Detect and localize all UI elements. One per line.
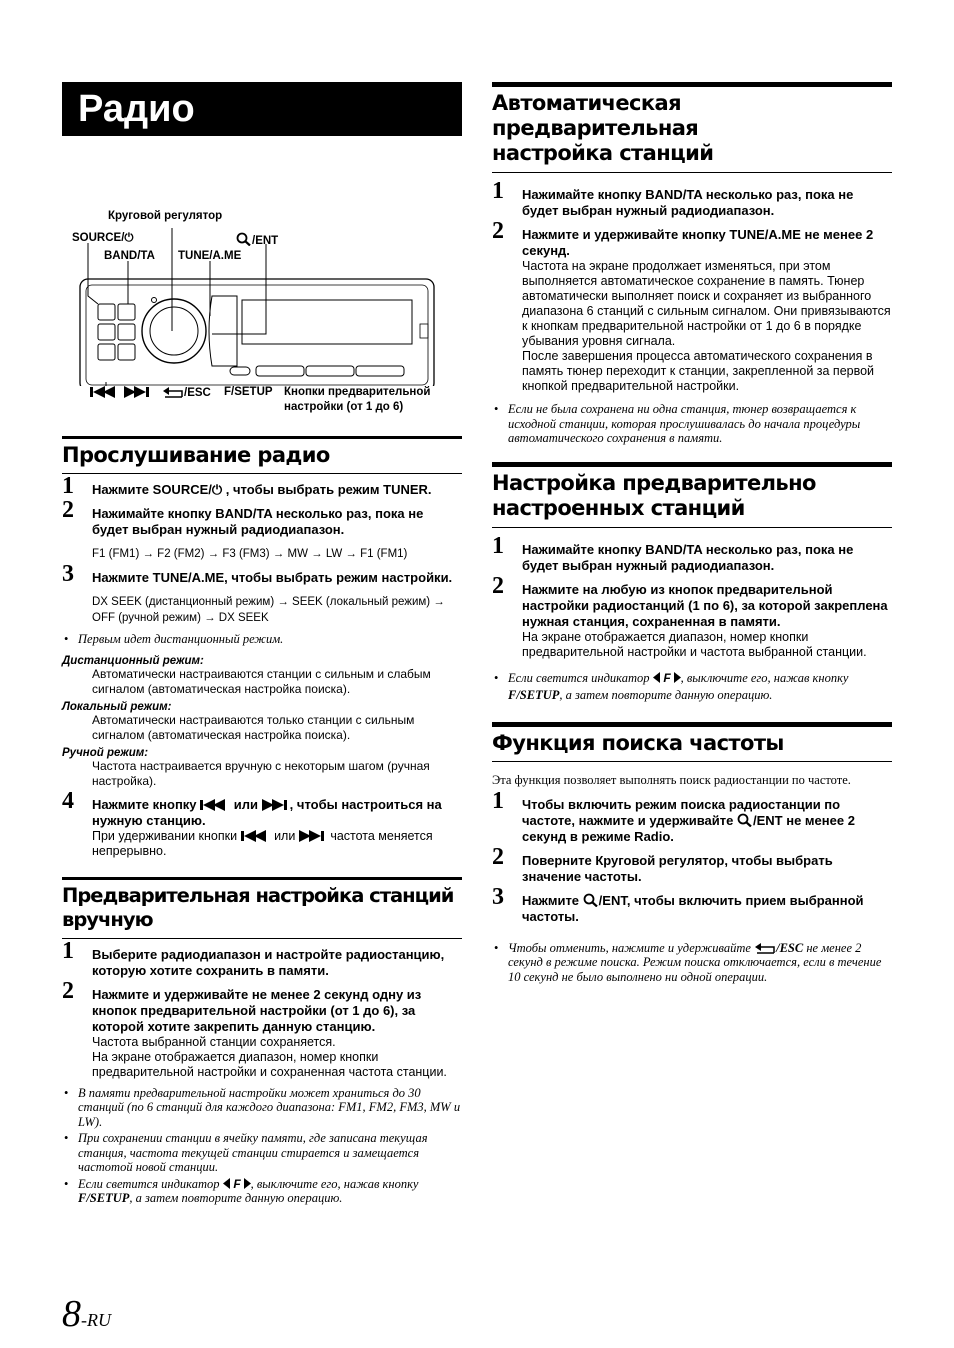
step-number: 1: [492, 532, 504, 559]
section-heading-search: Функция поиска частоты: [492, 722, 892, 762]
faceplate-outline: [80, 279, 434, 386]
mode-heading-dx: Дистанционный режим:: [62, 654, 204, 667]
step-number: 2: [492, 572, 504, 599]
note-bold: F/SETUP: [508, 687, 560, 702]
step-number: 1: [62, 937, 74, 964]
preset-step-1: [492, 532, 892, 574]
heading-line: настройка станций: [492, 141, 714, 165]
display-side: [209, 296, 237, 366]
note: • При сохранении станции в ячейку памяти, где записана текущая станция, частота текущей станции стирается и замещается частотой новой станции.: [64, 1131, 428, 1174]
step-para: При удерживании кнопки: [92, 828, 238, 843]
label-esc: [162, 386, 211, 399]
label-preset-1: Кнопки предварительной: [284, 386, 431, 398]
manual-step-1: [62, 937, 462, 979]
section-heading-listen: Прослушивание радио: [62, 436, 462, 474]
auto-step-1: [492, 178, 892, 219]
listen-step-1: [62, 473, 462, 499]
step-text: Нажмите и удерживайте кнопку TUNE/A.ME не менее 2 секунд.: [522, 227, 874, 258]
step-text: Нажмите кнопку: [92, 796, 197, 812]
preset-1-2: [256, 366, 304, 376]
back-arrow-icon: [754, 942, 776, 954]
btn-b: [118, 324, 135, 340]
step-number: 2: [492, 843, 504, 870]
step-text-or: или: [233, 796, 259, 812]
search-step-2: [492, 843, 892, 885]
step-para-end: частота меняется непрерывно.: [92, 828, 433, 858]
note-text: не менее 2 секунд в режиме поиска. Режим поиска отключается, если в течение 10 секунд не было выполнено ни одной операции.: [508, 940, 882, 984]
step-para: На экране отображается диапазон, номер кнопки предварительной настройки и сохраненная частота станции.: [92, 1049, 447, 1079]
mode-text-manual: Частота настраивается вручную с некоторым шагом (ручная настройка).: [92, 758, 430, 788]
mode-sequence: DX SEEK (дистанционный режим) → SEEK (локальный режим) → OFF (ручной режим) → DX SEEK: [92, 596, 445, 624]
step-number: 1: [492, 178, 504, 204]
listen-step-2: [62, 497, 462, 538]
next-icon: [124, 386, 154, 401]
section-heading-preset: [492, 462, 892, 528]
search-step-3: [492, 883, 892, 925]
head-unit-diagram: [62, 136, 462, 386]
next-icon: [299, 830, 327, 842]
note: • В памяти предварительной настройки может храниться до 30 станций (по 6 станций для каждого диапазона: FM1, FM2, FM3, MW и LW).: [64, 1085, 461, 1129]
release-slot: [420, 324, 428, 338]
step-para: После завершения процесса автоматического сохранения в память тюнер переходит к станции, закрепленной за первой кнопкой предварительной настройки.: [522, 349, 875, 393]
step-para: Частота выбранной станции сохраняется.: [92, 1034, 336, 1049]
display: [242, 300, 412, 344]
step-text-end: /ENT не менее 2 секунд в режиме Radio.: [522, 812, 855, 844]
label-esc-text: /ESC: [184, 387, 211, 399]
note-bold: F/SETUP: [78, 1191, 130, 1205]
label-rotary: Круговой регулятор: [108, 210, 223, 222]
step-text: Нажмите на любую из кнопок предварительной настройки радиостанций (1 по 6), за которой закреплена нужная станция, сохраненная в памяти.: [522, 581, 888, 629]
note: • Чтобы отменить, нажмите и удерживайте /ESC не менее 2 секунд в режиме поиска. Режим поиска отключается, если в течение 10 секунд не было выполнено ни одной операции.: [494, 940, 882, 984]
page-title: Радио: [62, 82, 462, 136]
step-text: Нажимайте кнопку BAND/TA несколько раз, пока не будет выбран нужный радиодиапазон.: [522, 187, 854, 218]
diagram-bottom-labels: [62, 386, 462, 426]
auto-step-2: [492, 218, 892, 394]
step-number: 4: [62, 787, 74, 814]
note-bold: /ESC: [776, 940, 804, 955]
btn-fsetup: [230, 367, 250, 375]
preset-step-2: [492, 572, 892, 660]
note-text: Если не была сохранена ни одна станция, тюнер возвращается к исходной станции, которая прослушивалась до начала процедуры автоматического сохранения в памяти.: [508, 402, 861, 445]
listen-step-3: [62, 561, 462, 587]
note-text: , а затем повторите данную операцию.: [129, 1191, 343, 1205]
note-text: Первым идет дистанционный режим.: [78, 632, 284, 646]
manual-step-2: [62, 977, 462, 1080]
step-text: Нажмите SOURCE/⏻ , чтобы выбрать режим TUNER.: [92, 482, 432, 497]
step-text: Нажмите: [522, 892, 580, 908]
note: • Первым идет дистанционный режим.: [64, 632, 284, 646]
label-preset-2: настройки (от 1 до 6): [284, 401, 404, 413]
next-icon: [262, 799, 290, 811]
section-heading-manual: Предварительная настройка станций вручную: [62, 877, 462, 939]
search-step-1: [492, 787, 892, 845]
note-text: Чтобы отменить, нажмите и удерживайте: [508, 940, 751, 955]
mode-heading-manual: Ручной режим:: [62, 746, 149, 759]
step-para: На экране отображается диапазон, номер кнопки предварительной настройки и частота выбранной станции.: [522, 629, 867, 659]
led: [152, 298, 157, 303]
step-text: Поверните Круговой регулятор, чтобы выбрать значение частоты.: [522, 852, 833, 884]
label-source: SOURCE/⏻: [72, 232, 134, 244]
step-text: Чтобы включить режим поиска радиостанции по частоте, нажмите и удерживайте: [522, 796, 841, 828]
heading-line: Автоматическая предварительная: [492, 91, 699, 140]
step-para-or: или: [274, 828, 296, 843]
step-number: 1: [492, 787, 504, 814]
note-text: , а затем повторите данную операцию.: [559, 687, 773, 702]
section-heading-auto: [492, 82, 892, 173]
label-fsetup: F/SETUP: [224, 386, 273, 398]
leader-ent: [212, 244, 266, 334]
btn-band: [118, 304, 135, 320]
leader-source: [88, 243, 98, 304]
note: • Если светится индикатор F , выключите его, нажав кнопку F/SETUP, а затем повторите данную операцию.: [64, 1176, 419, 1205]
note: • Если не была сохранена ни одна станция, тюнер возвращается к исходной станции, которая прослушивалась до начала процедуры автоматического сохранения в памяти.: [494, 402, 861, 445]
note-text: Если светится индикатор: [508, 670, 650, 685]
btn-next: [118, 344, 135, 360]
page-number: [62, 1292, 111, 1336]
btn-source: [98, 304, 115, 320]
svg-text:F: F: [662, 670, 671, 684]
page-number-digit: 8: [62, 1293, 81, 1335]
note-text: При сохранении станции в ячейку памяти, где записана текущая станция, частота текущей станции стирается и замещается частотой новой станции.: [78, 1131, 428, 1174]
note-text: , выключите его, нажав кнопку: [680, 670, 849, 685]
label-bandta: BAND/TA: [104, 250, 155, 262]
step-text-end: , чтобы настроиться на нужную станцию.: [92, 796, 442, 828]
step-number: 3: [492, 883, 504, 910]
head-unit-drawing: [62, 136, 462, 386]
f-indicator-icon: [653, 671, 681, 684]
mode-heading-local: Локальный режим:: [62, 700, 172, 713]
left-column: [62, 82, 462, 1206]
svg-text:F: F: [232, 1176, 241, 1190]
step-text: Нажмите TUNE/A.ME, чтобы выбрать режим настройки.: [92, 570, 453, 585]
preset-5-6: [356, 366, 404, 376]
note-text: В памяти предварительной настройки может храниться до 30 станций (по 6 станций для каждого диапазона: FM1, FM2, FM3, MW и LW).: [78, 1085, 461, 1129]
label-tuneame: TUNE/A.ME: [178, 250, 242, 262]
rotary-outer: [142, 299, 206, 363]
step-text: Выберите радиодиапазон и настройте радиостанцию, которую хотите сохранить в памяти.: [92, 946, 445, 978]
mode-text-local: Автоматически настраиваются только станции с сильным сигналом (автоматическая настройка поиска).: [92, 712, 415, 742]
search-intro: Эта функция позволяет выполнять поиск радиостанции по частоте.: [492, 772, 851, 787]
note: • Если светится индикатор F , выключите его, нажав кнопку F/SETUP, а затем повторите данную операцию.: [494, 670, 849, 702]
back-arrow-icon: [162, 386, 184, 398]
heading-line: настроенных станций: [492, 495, 745, 520]
heading-line: Настройка предварительно: [492, 470, 816, 495]
prev-icon: [241, 830, 271, 842]
note-text: , выключите его, нажав кнопку: [250, 1176, 419, 1191]
step-para: Частота на экране продолжает изменяться, при этом выполняется автоматическое сохранение в память. Тюнер автоматически выполняет поиск и сохраняет из выбранного диапазона 6 станций с сильным сигналом. Они привязываются к кнопкам предварительной настройки от 1 до 6 в порядке убывания уровня сигнала.: [522, 259, 891, 348]
step-text: Нажимайте кнопку BAND/TA несколько раз, пока не будет выбран нужный радиодиапазон.: [522, 541, 854, 573]
btn-prev: [98, 344, 115, 360]
step-number: 2: [62, 497, 74, 523]
step-text: Нажмите и удерживайте не менее 2 секунд одну из кнопок предварительной настройки (от 1 до 6), за которой хотите закрепить данную станцию.: [92, 986, 422, 1034]
btn-a: [98, 324, 115, 340]
right-column: [492, 82, 892, 984]
preset-3-4: [306, 366, 354, 376]
search-icon: [583, 893, 599, 907]
prev-icon: [200, 799, 230, 811]
band-sequence: F1 (FM1) → F2 (FM2) → F3 (FM3) → MW → LW → F1 (FM1): [92, 548, 408, 560]
rotary-inner: [150, 307, 198, 355]
step-text: Нажимайте кнопку BAND/TA несколько раз, пока не будет выбран нужный радиодиапазон.: [92, 506, 424, 537]
step-text-end: /ENT, чтобы включить прием выбранной частоты.: [522, 892, 864, 924]
note-text: Если светится индикатор: [78, 1176, 220, 1191]
prev-icon: [90, 386, 120, 401]
search-icon: [737, 813, 753, 827]
step-number: 2: [492, 218, 504, 244]
step-number: 1: [62, 473, 74, 499]
mode-text-dx: Автоматически настраиваются станции с сильным и слабым сигналом (автоматическая настройка поиска).: [92, 666, 431, 696]
page-number-suffix: -RU: [81, 1310, 111, 1330]
listen-step-4: [62, 787, 462, 859]
step-number: 2: [62, 977, 74, 1004]
label-ent-text: /ENT: [252, 235, 279, 247]
f-indicator-icon: [223, 1177, 251, 1190]
step-number: 3: [62, 561, 74, 587]
